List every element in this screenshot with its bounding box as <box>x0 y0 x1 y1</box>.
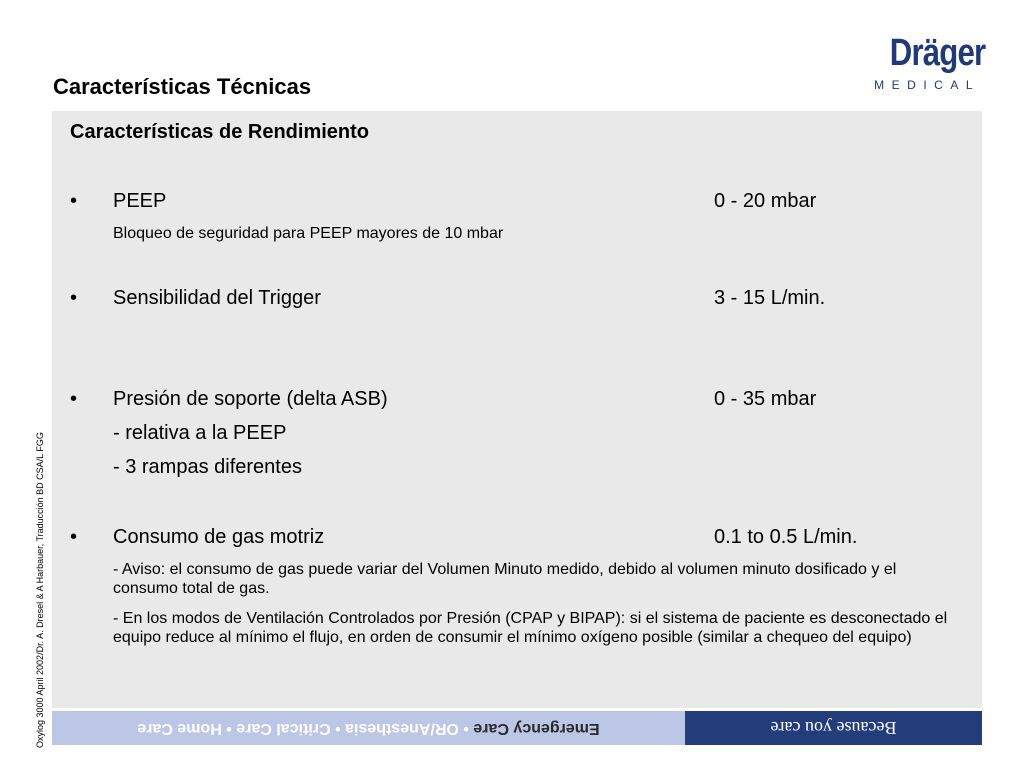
footer-tagline-box <box>685 711 982 745</box>
spec-note: Bloqueo de seguridad para PEEP mayores de 10 mbar <box>113 225 504 242</box>
logo-subtitle: MEDICAL <box>874 78 980 92</box>
spec-note: - Aviso: el consumo de gas puede variar del Volumen Minuto medido, debido al volumen minuto dosificado y el consumo total de gas. <box>113 561 897 597</box>
bullet: • <box>70 190 78 212</box>
bullet: • <box>70 526 78 548</box>
spec-label: Sensibilidad del Trigger <box>113 287 321 309</box>
footer-tagline: Because you care <box>770 718 897 738</box>
slide-title: Características Técnicas <box>53 74 312 99</box>
spec-sub-item: - 3 rampas diferentes <box>113 456 302 478</box>
side-credit: Oxylog 3000 April 2002/Dr. A. Dresel & A Harbauer, Traducción BD CSA/L FGG <box>35 432 45 748</box>
spec-value: 0 - 35 mbar <box>714 388 817 410</box>
spec-value: 0.1 to 0.5 L/min. <box>714 526 858 548</box>
spec-note: - En los modos de Ventilación Controlados por Presión (CPAP y BIPAP): si el sistema de paciente es desconectado el equipo reduce al mínimo el flujo, en orden de consumir el mínimo oxígeno posible (similar a chequeo del equipo) <box>113 610 948 646</box>
footer-care-areas-text <box>52 711 685 745</box>
spec-value: 0 - 20 mbar <box>714 190 817 212</box>
logo-wordmark: Dräger <box>889 32 986 74</box>
bullet: • <box>70 287 78 309</box>
spec-label: Presión de soporte (delta ASB) <box>113 388 388 410</box>
spec-label: PEEP <box>113 190 167 212</box>
spec-value: 3 - 15 L/min. <box>714 287 826 309</box>
footer-rest: • OR/Anesthesia • Critical Care • Home Care <box>137 720 474 737</box>
footer-care-areas <box>52 711 685 745</box>
content-panel <box>52 111 982 708</box>
bullet: • <box>70 388 78 410</box>
footer-main: Emergency Care <box>473 720 600 737</box>
spec-sub-item: - relativa a la PEEP <box>113 422 287 444</box>
spec-label: Consumo de gas motriz <box>113 526 325 548</box>
section-title: Características de Rendimiento <box>70 121 369 143</box>
drager-medical-logo <box>870 32 986 92</box>
